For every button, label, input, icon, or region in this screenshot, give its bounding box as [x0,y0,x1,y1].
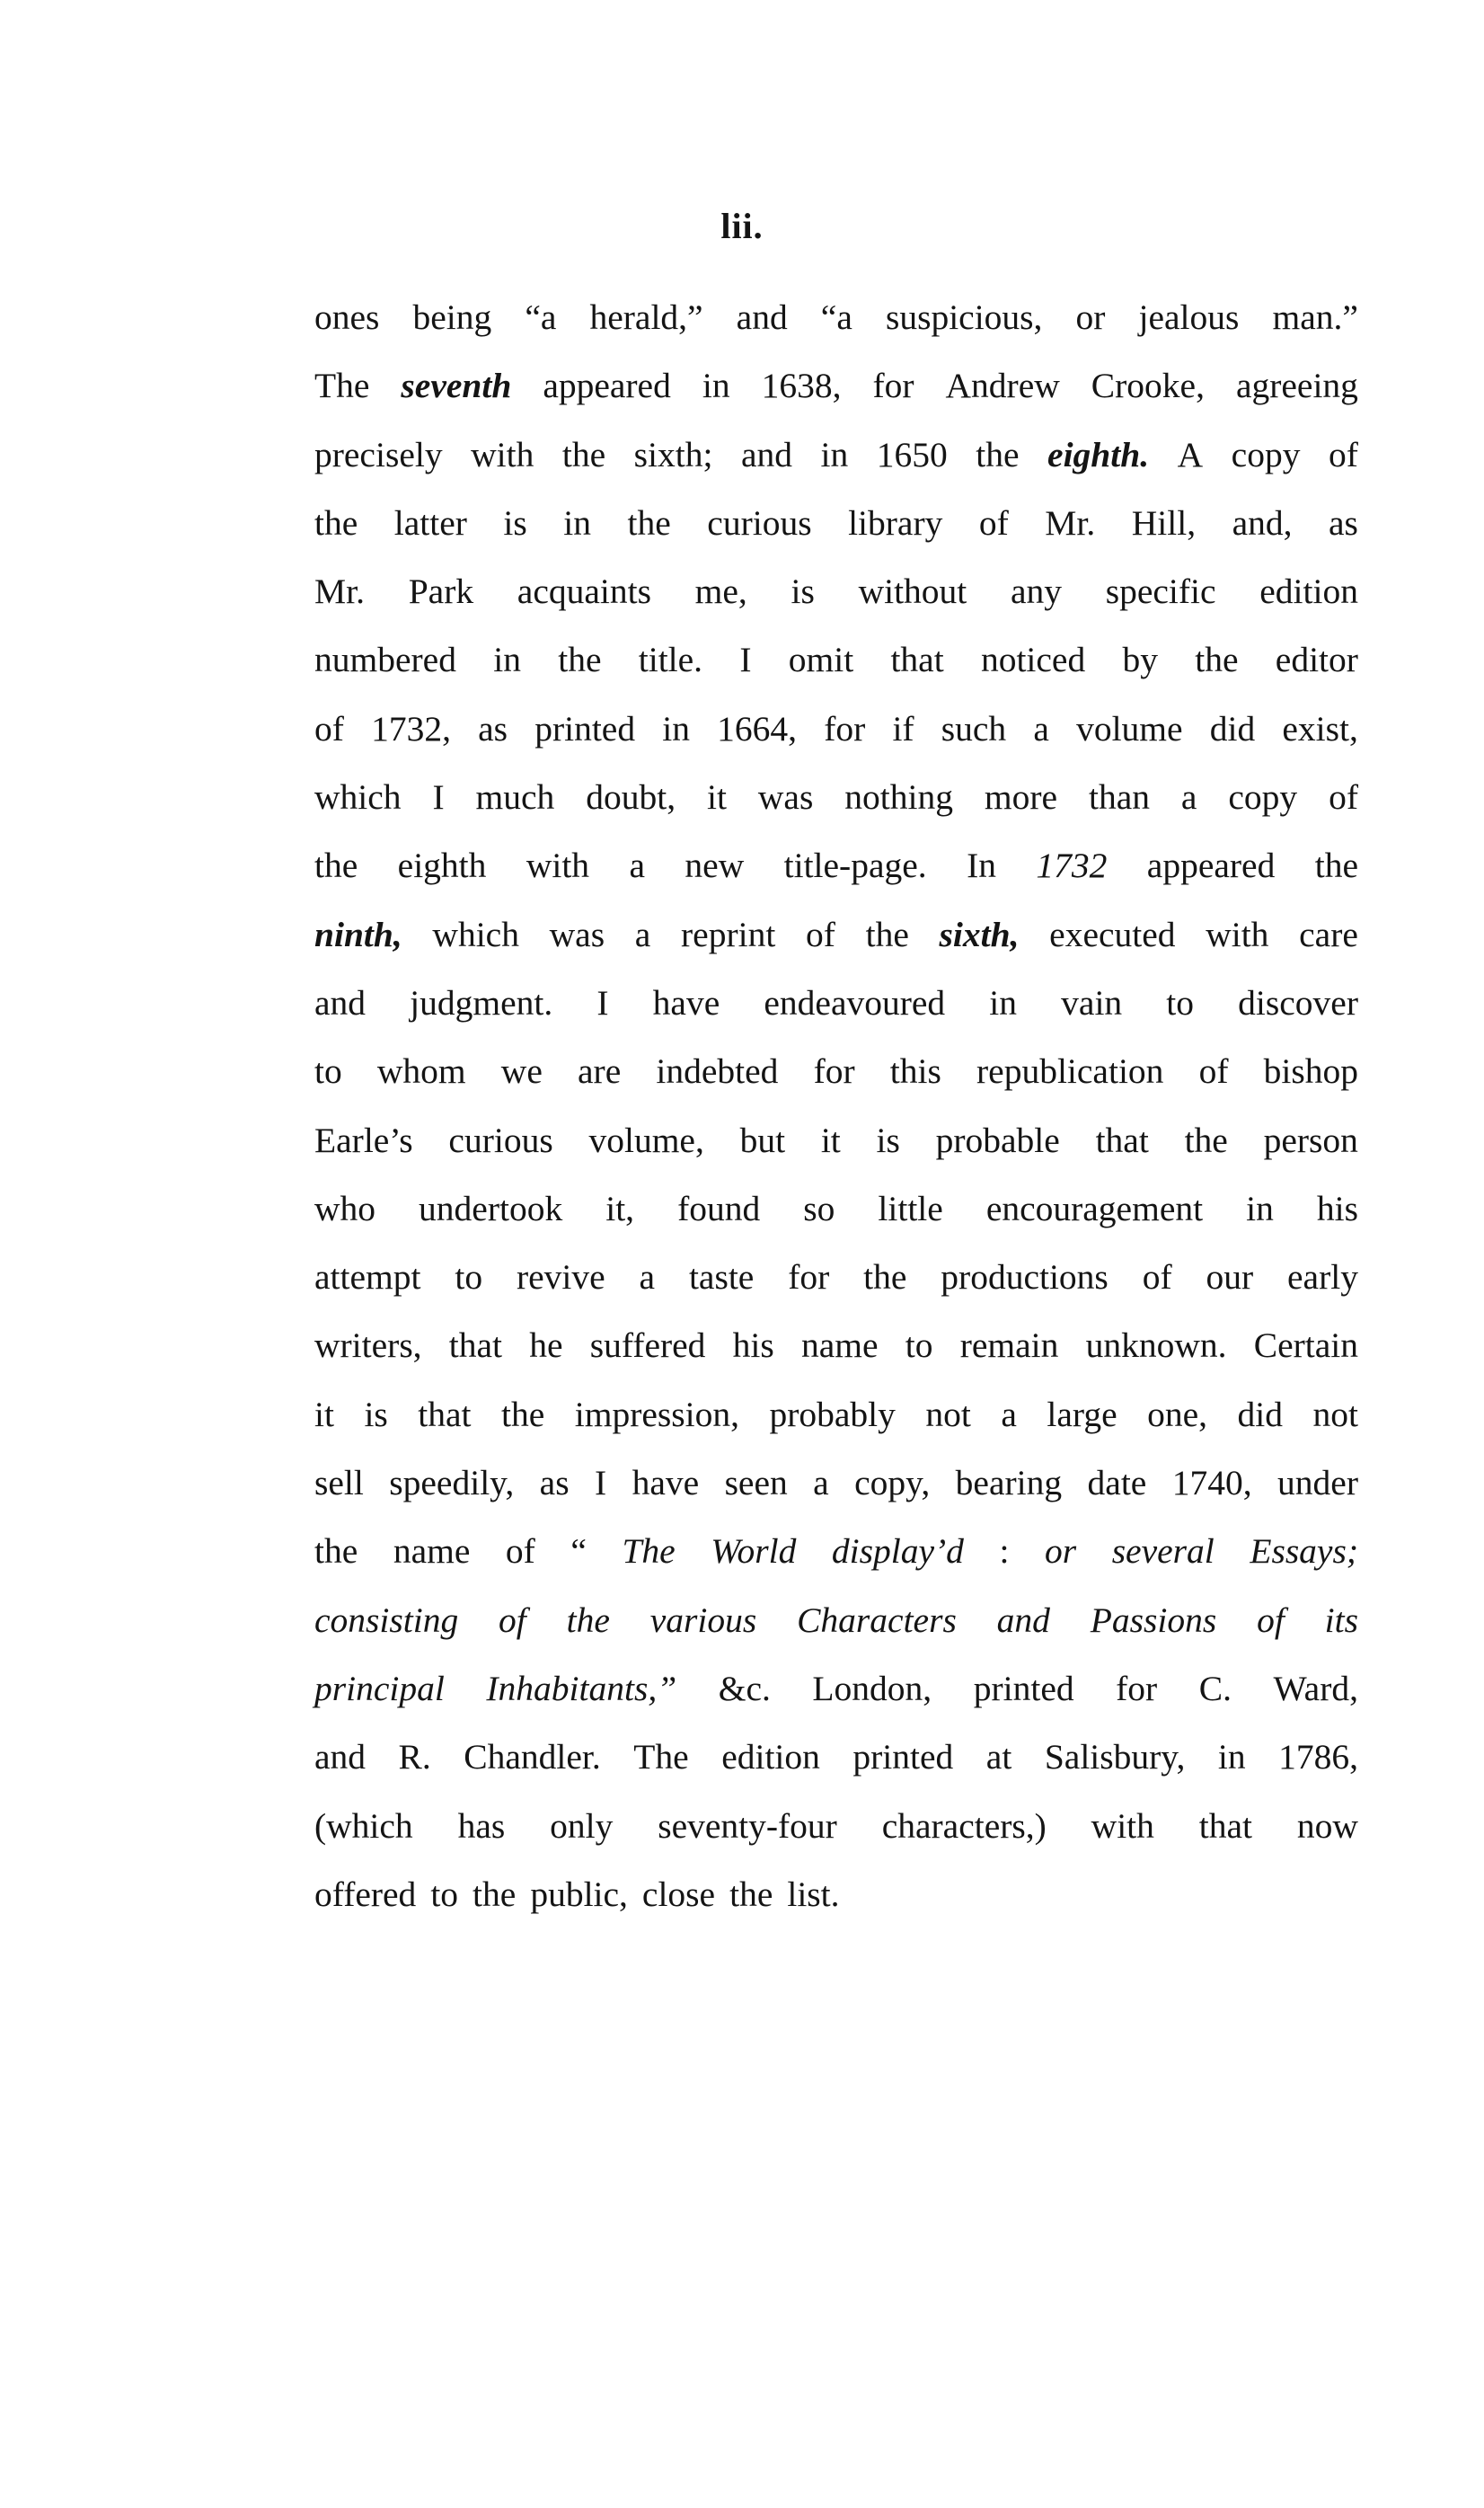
word: attempt [314,1257,421,1298]
word: of [505,1531,535,1572]
word: Salisbury, [1044,1737,1186,1777]
word: suffered [589,1325,706,1366]
word: the [863,1257,907,1298]
word: The [633,1737,689,1777]
text-line [314,982,1358,1050]
word: in [1246,1188,1274,1228]
word: herald,” [589,297,703,337]
word: of [1257,1600,1285,1640]
word: a [1180,777,1197,818]
word: characters,) [881,1805,1047,1846]
word: the [865,914,909,954]
word: as [478,708,508,749]
word: with [471,434,534,474]
word: consisting [314,1600,459,1640]
word: for [788,1257,830,1298]
word: offered [314,1874,417,1914]
word: by [1122,640,1158,680]
word: Earle’s [314,1120,413,1160]
word: C. [1198,1668,1232,1708]
word: probable [935,1120,1060,1160]
word: to [455,1257,483,1298]
word: the [314,846,358,886]
word: but [739,1120,786,1160]
word: the [1184,1120,1228,1160]
word: 1786, [1278,1737,1358,1777]
word: a [1033,708,1049,749]
word: such [941,708,1007,749]
word: not [1312,1394,1358,1434]
word: printed [534,708,636,749]
word: of [1142,1257,1172,1298]
word: in [563,502,592,543]
word: was [757,777,814,818]
word: at [985,1737,1012,1777]
word: in [493,640,521,680]
word: early [1287,1257,1358,1298]
word: vain [1061,982,1123,1023]
word: several [1111,1531,1215,1572]
text-line [314,1736,1358,1804]
word: title. [638,640,703,680]
word: various [649,1600,757,1640]
word: to [905,1325,933,1366]
word: noticed [980,640,1086,680]
word: library [848,502,943,543]
word: impression, [574,1394,739,1434]
word: discover [1238,982,1358,1023]
text-line [314,639,1358,707]
word: Mr. [1045,502,1096,543]
word: as [539,1463,570,1503]
word: productions [941,1257,1109,1298]
word: for [1116,1668,1158,1708]
word: and [314,1737,367,1777]
word: have [652,982,720,1023]
text-line [314,914,1358,982]
word: taste [688,1257,755,1298]
word: omit [788,640,854,680]
word: undertook [419,1188,563,1228]
word: nothing [844,777,953,818]
word: for [813,1051,855,1092]
text-line [314,571,1358,639]
word: appeared [543,366,671,406]
word: executed [1049,914,1176,954]
word: the [473,1874,517,1914]
word: 1638, [761,366,842,406]
body-text [314,297,1358,1942]
word: World [711,1531,797,1572]
word: I [596,982,609,1023]
word: seventh [401,366,512,406]
word: Certain [1253,1325,1358,1366]
word: one, [1147,1394,1208,1434]
word: writers, [314,1325,422,1366]
word: it [314,1394,334,1434]
word: sixth, [939,914,1020,954]
word: sell [314,1463,364,1503]
word: in [662,708,690,749]
word: care [1299,914,1358,954]
word: of [1198,1051,1229,1092]
text-line [314,1188,1358,1256]
word: suspicious, [885,297,1043,337]
word: to [1166,982,1195,1023]
word: exist, [1282,708,1358,749]
word: of [314,708,344,749]
word: of [1328,434,1358,474]
text-line [314,1874,1358,1942]
word: “a [525,297,557,337]
text-line [314,297,1358,365]
word: under [1277,1463,1358,1503]
word: of [978,502,1009,543]
text-line [314,1120,1358,1188]
word: judgment. [410,982,553,1023]
word: the [314,502,358,543]
word: “ [570,1531,587,1572]
word: name [393,1531,471,1572]
word: Ward, [1273,1668,1358,1708]
word: editor [1275,640,1358,680]
word: date [1087,1463,1147,1503]
text-line [314,708,1358,776]
word: not [925,1394,971,1434]
text-line [314,845,1358,913]
word: the [314,1531,358,1572]
text-line [314,1256,1358,1325]
word: reprint [681,914,776,954]
word: title-page. [783,846,927,886]
word: has [457,1805,506,1846]
word: copy [1228,777,1298,818]
word: in [1217,1737,1246,1777]
word: to [314,1051,342,1092]
word: a [634,914,651,954]
word: is [791,572,815,612]
word: being [412,297,492,337]
word: he [529,1325,563,1366]
word: volume, [588,1120,704,1160]
word: principal [314,1668,445,1708]
word: jealous [1138,297,1240,337]
word: a [813,1463,829,1503]
word: the [1195,640,1239,680]
word: edition [1259,572,1358,612]
word: seventy-four [658,1805,837,1846]
word: In [967,846,996,886]
word: 1650 [876,434,948,474]
word: latter [393,502,467,543]
word: that [1198,1805,1253,1846]
word: it [707,777,727,818]
word: 1732, [371,708,451,749]
word: specific [1105,572,1216,612]
word: A [1177,434,1204,474]
word: so [803,1188,835,1228]
word: (which [314,1805,413,1846]
word: large [1047,1394,1117,1434]
word: more [984,777,1058,818]
word: who [314,1188,376,1228]
word: The [314,366,370,406]
word: a [639,1257,656,1298]
word: for [872,366,914,406]
word: list. [787,1874,840,1914]
word: that [890,640,944,680]
word: seen [724,1463,788,1503]
word: is [876,1120,900,1160]
word: this [889,1051,941,1092]
word: a [629,846,645,886]
word: which [432,914,519,954]
word: numbered [314,640,456,680]
word: its [1324,1600,1358,1640]
text-line [314,1668,1358,1736]
word: Andrew [945,366,1060,406]
text-line [314,1600,1358,1668]
word: The [622,1531,676,1572]
word: the [558,640,602,680]
word: unknown. [1085,1325,1227,1366]
word: speedily, [389,1463,515,1503]
word: to [430,1874,459,1914]
word: bearing [955,1463,1063,1503]
word: a [1001,1394,1017,1434]
word: me, [694,572,747,612]
word: bishop [1263,1051,1358,1092]
word: eighth. [1047,434,1150,474]
word: or [1045,1531,1077,1572]
word: sixth; [633,434,713,474]
word: Chandler. [464,1737,601,1777]
word: and [996,1600,1050,1640]
word: our [1206,1257,1254,1298]
word: Passions [1090,1600,1217,1640]
word: Mr. [314,572,365,612]
word: printed [852,1737,954,1777]
word: 1664, [717,708,798,749]
word: Crooke, [1091,366,1205,406]
word: his [1316,1188,1358,1228]
word: doubt, [586,777,676,818]
word: which [314,777,402,818]
word: indebted [656,1051,779,1092]
word: the [976,434,1020,474]
text-line [314,434,1358,502]
word: 1732 [1036,846,1108,886]
word: of [1329,777,1358,818]
word: Inhabitants,” [486,1668,677,1708]
word: did [1209,708,1256,749]
word: is [364,1394,388,1434]
text-line [314,365,1358,433]
word: name [800,1325,879,1366]
word: if [892,708,914,749]
word: acquaints [517,572,651,612]
word: of [806,914,835,954]
word: printed [973,1668,1074,1708]
word: the [729,1874,773,1914]
word: London, [812,1668,932,1708]
word: and [740,434,792,474]
word: whom [376,1051,466,1092]
word: the [1314,846,1358,886]
word: display’d [831,1531,964,1572]
word: Essays; [1250,1531,1358,1572]
word: or [1075,297,1106,337]
word: copy [1231,434,1301,474]
text-line [314,1325,1358,1393]
word: the [561,434,606,474]
word: that [1095,1120,1149,1160]
word: curious [448,1120,553,1160]
word: encouragement [985,1188,1204,1228]
word: for [824,708,866,749]
word: I [594,1463,607,1503]
word: I [432,777,445,818]
word: the [566,1600,610,1640]
word: and [314,982,367,1023]
text-line [314,1462,1358,1530]
word: 1740, [1171,1463,1252,1503]
text-line [314,1805,1358,1874]
word: eighth [397,846,487,886]
word: Characters [797,1600,957,1640]
word: found [677,1188,761,1228]
word: ninth, [314,914,402,954]
word: close [641,1874,716,1914]
text-line [314,1394,1358,1462]
word: with [1206,914,1269,954]
word: the [627,502,671,543]
text-line [314,502,1358,571]
word: than [1088,777,1150,818]
word: did [1237,1394,1283,1434]
word: in [820,434,849,474]
word: remain [959,1325,1059,1366]
word: man.” [1272,297,1358,337]
text-line [314,1050,1358,1119]
word: in [702,366,730,406]
word: the [501,1394,545,1434]
word: we [500,1051,543,1092]
word: that [418,1394,472,1434]
word: revive [516,1257,605,1298]
word: any [1010,572,1063,612]
word: public, [530,1874,628,1914]
word: in [989,982,1018,1023]
word: R. [398,1737,431,1777]
word: little [878,1188,943,1228]
word: copy, [854,1463,931,1503]
word: it, [605,1188,635,1228]
word: is [503,502,527,543]
word: with [1091,1805,1154,1846]
word: only [550,1805,614,1846]
word: as [1329,502,1358,543]
word: : [999,1531,1010,1572]
word: republication [976,1051,1164,1092]
text-line [314,1530,1358,1599]
word: edition [721,1737,820,1777]
word: Park [408,572,474,612]
word: probably [769,1394,896,1434]
word: his [732,1325,774,1366]
word: with [526,846,590,886]
word: “a [820,297,852,337]
word: much [475,777,555,818]
word: and, [1232,502,1293,543]
word: are [578,1051,622,1092]
word: ones [314,297,380,337]
word: that [448,1325,503,1366]
page-number: lii. [720,206,764,246]
word: appeared [1146,846,1276,886]
word: of [499,1600,526,1640]
word: now [1296,1805,1358,1846]
word: I [739,640,752,680]
word: was [549,914,605,954]
word: curious [707,502,812,543]
word: and [736,297,788,337]
word: without [858,572,967,612]
word: Hill, [1131,502,1197,543]
word: endeavoured [764,982,946,1023]
word: &c. [718,1668,771,1708]
text-line [314,776,1358,845]
word: agreeing [1235,366,1358,406]
word: have [632,1463,700,1503]
word: new [685,846,745,886]
word: person [1263,1120,1358,1160]
word: volume [1076,708,1183,749]
word: precisely [314,434,443,474]
word: it [820,1120,841,1160]
